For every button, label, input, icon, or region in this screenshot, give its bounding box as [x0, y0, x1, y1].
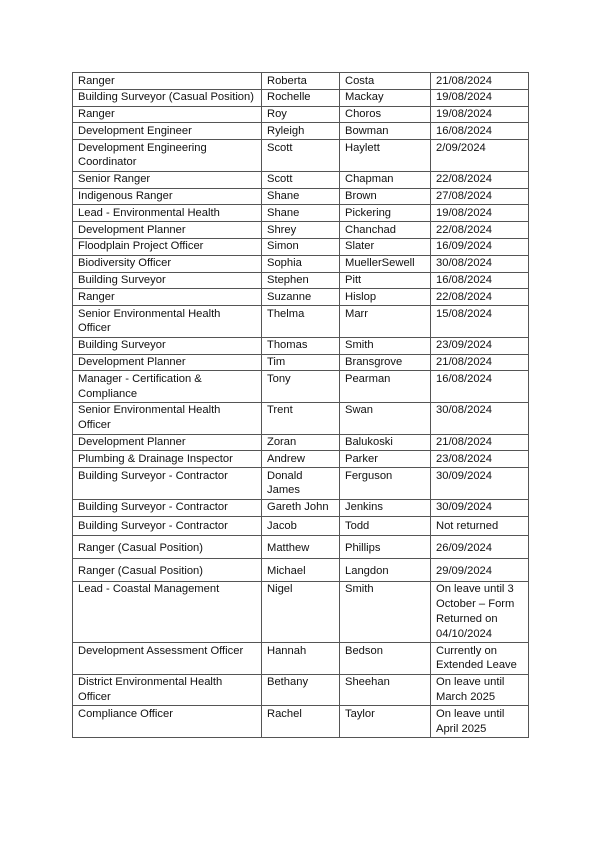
last-name-cell: Jenkins — [340, 499, 431, 516]
first-name-cell: Donald James — [262, 468, 340, 500]
position-cell: Ranger — [73, 289, 262, 306]
first-name-cell: Andrew — [262, 451, 340, 468]
table-row — [73, 255, 529, 272]
position-cell: Building Surveyor (Casual Position) — [73, 89, 262, 106]
first-name-cell: Trent — [262, 402, 340, 434]
table-row — [73, 188, 529, 205]
position-cell: Senior Environmental Health Officer — [73, 306, 262, 338]
date-returned-cell: 22/08/2024 — [431, 171, 529, 188]
last-name-cell: Chapman — [340, 171, 431, 188]
table-row — [73, 643, 529, 675]
first-name-cell: Hannah — [262, 643, 340, 675]
date-returned-cell: 19/08/2024 — [431, 205, 529, 222]
date-returned-cell: 21/08/2024 — [431, 354, 529, 371]
date-returned-cell: 21/08/2024 — [431, 73, 529, 90]
first-name-cell: Suzanne — [262, 289, 340, 306]
table-row — [73, 434, 529, 451]
last-name-cell: Haylett — [340, 140, 431, 172]
first-name-cell: Tony — [262, 371, 340, 403]
table-row — [73, 706, 529, 738]
first-name-cell: Ryleigh — [262, 123, 340, 140]
date-returned-cell: 27/08/2024 — [431, 188, 529, 205]
position-cell: Senior Ranger — [73, 171, 262, 188]
table-row — [73, 73, 529, 90]
position-cell: Biodiversity Officer — [73, 255, 262, 272]
position-cell: Development Planner — [73, 434, 262, 451]
table-row — [73, 306, 529, 338]
last-name-cell: Pearman — [340, 371, 431, 403]
table-row — [73, 289, 529, 306]
date-returned-cell: 22/08/2024 — [431, 222, 529, 239]
first-name-cell: Rochelle — [262, 89, 340, 106]
first-name-cell: Bethany — [262, 674, 340, 706]
position-cell: Building Surveyor - Contractor — [73, 516, 262, 536]
first-name-cell: Stephen — [262, 272, 340, 289]
staff-return-table — [72, 72, 529, 738]
staff-table-body — [73, 73, 529, 738]
table-row — [73, 354, 529, 371]
date-returned-cell: 16/08/2024 — [431, 123, 529, 140]
first-name-cell: Roy — [262, 106, 340, 123]
table-row — [73, 171, 529, 188]
first-name-cell: Tim — [262, 354, 340, 371]
first-name-cell: Nigel — [262, 581, 340, 642]
first-name-cell: Rachel — [262, 706, 340, 738]
position-cell: Manager - Certification & Compliance — [73, 371, 262, 403]
date-returned-cell: 30/08/2024 — [431, 402, 529, 434]
first-name-cell: Sophia — [262, 255, 340, 272]
position-cell: Lead - Coastal Management — [73, 581, 262, 642]
table-row — [73, 536, 529, 559]
position-cell: Development Planner — [73, 222, 262, 239]
position-cell: Development Engineer — [73, 123, 262, 140]
last-name-cell: Smith — [340, 581, 431, 642]
position-cell: Building Surveyor — [73, 337, 262, 354]
last-name-cell: Choros — [340, 106, 431, 123]
last-name-cell: Langdon — [340, 559, 431, 582]
position-cell: Senior Environmental Health Officer — [73, 402, 262, 434]
table-row — [73, 468, 529, 500]
first-name-cell: Scott — [262, 140, 340, 172]
table-row — [73, 238, 529, 255]
date-returned-cell: 15/08/2024 — [431, 306, 529, 338]
position-cell: Ranger — [73, 106, 262, 123]
last-name-cell: Sheehan — [340, 674, 431, 706]
last-name-cell: Pickering — [340, 205, 431, 222]
last-name-cell: MuellerSewell — [340, 255, 431, 272]
position-cell: Ranger — [73, 73, 262, 90]
last-name-cell: Balukoski — [340, 434, 431, 451]
table-row — [73, 559, 529, 582]
last-name-cell: Ferguson — [340, 468, 431, 500]
position-cell: Lead - Environmental Health — [73, 205, 262, 222]
date-returned-cell: On leave until 3 October – Form Returned on 04/10/2024 — [431, 581, 529, 642]
first-name-cell: Thomas — [262, 337, 340, 354]
position-cell: Compliance Officer — [73, 706, 262, 738]
date-returned-cell: Currently on Extended Leave — [431, 643, 529, 675]
date-returned-cell: 30/09/2024 — [431, 468, 529, 500]
first-name-cell: Simon — [262, 238, 340, 255]
last-name-cell: Marr — [340, 306, 431, 338]
table-row — [73, 516, 529, 536]
date-returned-cell: 16/08/2024 — [431, 371, 529, 403]
last-name-cell: Parker — [340, 451, 431, 468]
position-cell: District Environmental Health Officer — [73, 674, 262, 706]
last-name-cell: Phillips — [340, 536, 431, 559]
date-returned-cell: 2/09/2024 — [431, 140, 529, 172]
date-returned-cell: 19/08/2024 — [431, 106, 529, 123]
date-returned-cell: 16/08/2024 — [431, 272, 529, 289]
table-row — [73, 222, 529, 239]
position-cell: Development Engineering Coordinator — [73, 140, 262, 172]
last-name-cell: Todd — [340, 516, 431, 536]
table-row — [73, 371, 529, 403]
date-returned-cell: 22/08/2024 — [431, 289, 529, 306]
table-row — [73, 581, 529, 642]
first-name-cell: Jacob — [262, 516, 340, 536]
first-name-cell: Gareth John — [262, 499, 340, 516]
table-row — [73, 89, 529, 106]
last-name-cell: Swan — [340, 402, 431, 434]
first-name-cell: Thelma — [262, 306, 340, 338]
date-returned-cell: On leave until March 2025 — [431, 674, 529, 706]
date-returned-cell: 19/08/2024 — [431, 89, 529, 106]
date-returned-cell: 23/09/2024 — [431, 337, 529, 354]
table-row — [73, 106, 529, 123]
first-name-cell: Scott — [262, 171, 340, 188]
date-returned-cell: 21/08/2024 — [431, 434, 529, 451]
date-returned-cell: 16/09/2024 — [431, 238, 529, 255]
position-cell: Development Planner — [73, 354, 262, 371]
first-name-cell: Shrey — [262, 222, 340, 239]
position-cell: Ranger (Casual Position) — [73, 536, 262, 559]
last-name-cell: Brown — [340, 188, 431, 205]
date-returned-cell: 30/09/2024 — [431, 499, 529, 516]
table-row — [73, 402, 529, 434]
position-cell: Building Surveyor — [73, 272, 262, 289]
last-name-cell: Bowman — [340, 123, 431, 140]
first-name-cell: Michael — [262, 559, 340, 582]
first-name-cell: Shane — [262, 205, 340, 222]
table-row — [73, 205, 529, 222]
date-returned-cell: 23/08/2024 — [431, 451, 529, 468]
last-name-cell: Pitt — [340, 272, 431, 289]
date-returned-cell: On leave until April 2025 — [431, 706, 529, 738]
last-name-cell: Mackay — [340, 89, 431, 106]
first-name-cell: Matthew — [262, 536, 340, 559]
position-cell: Building Surveyor - Contractor — [73, 499, 262, 516]
table-row — [73, 499, 529, 516]
first-name-cell: Roberta — [262, 73, 340, 90]
date-returned-cell: Not returned — [431, 516, 529, 536]
position-cell: Plumbing & Drainage Inspector — [73, 451, 262, 468]
last-name-cell: Costa — [340, 73, 431, 90]
position-cell: Development Assessment Officer — [73, 643, 262, 675]
last-name-cell: Bedson — [340, 643, 431, 675]
table-row — [73, 337, 529, 354]
date-returned-cell: 26/09/2024 — [431, 536, 529, 559]
last-name-cell: Hislop — [340, 289, 431, 306]
table-row — [73, 123, 529, 140]
date-returned-cell: 29/09/2024 — [431, 559, 529, 582]
table-row — [73, 272, 529, 289]
position-cell: Floodplain Project Officer — [73, 238, 262, 255]
last-name-cell: Slater — [340, 238, 431, 255]
first-name-cell: Shane — [262, 188, 340, 205]
position-cell: Ranger (Casual Position) — [73, 559, 262, 582]
last-name-cell: Chanchad — [340, 222, 431, 239]
last-name-cell: Taylor — [340, 706, 431, 738]
table-row — [73, 140, 529, 172]
last-name-cell: Smith — [340, 337, 431, 354]
first-name-cell: Zoran — [262, 434, 340, 451]
table-row — [73, 674, 529, 706]
table-row — [73, 451, 529, 468]
position-cell: Building Surveyor - Contractor — [73, 468, 262, 500]
date-returned-cell: 30/08/2024 — [431, 255, 529, 272]
position-cell: Indigenous Ranger — [73, 188, 262, 205]
last-name-cell: Bransgrove — [340, 354, 431, 371]
